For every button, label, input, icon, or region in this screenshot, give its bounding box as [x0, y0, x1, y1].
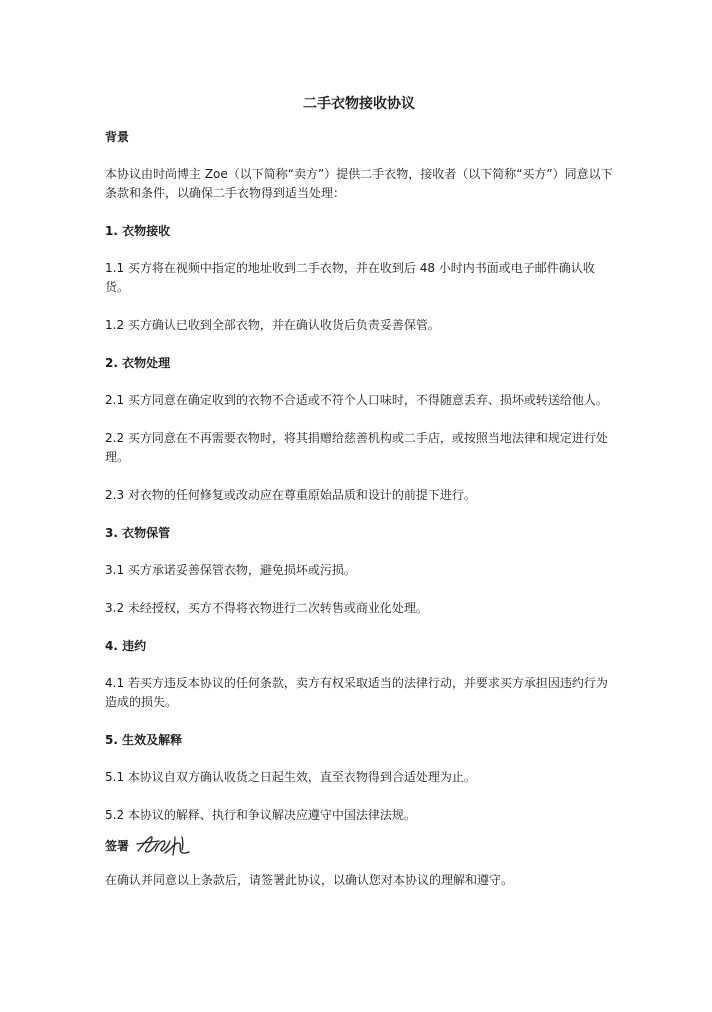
clause-2-3: 2.3 对衣物的任何修复或改动应在尊重原始品质和设计的前提下进行。: [105, 488, 476, 502]
background-paragraph: 本协议由时尚博主 Zoe（以下简称“卖方”）提供二手衣物，接收者（以下简称“买方”）同意以下条款和条件，以确保二手衣物得到适当处理：: [105, 167, 613, 200]
section-heading-handling: 2. 衣物处理: [105, 356, 171, 370]
section-heading-storage: 3. 衣物保管: [105, 526, 171, 540]
clause-5-2: 5.2 本协议的解释、执行和争议解决应遵守中国法律法规。: [105, 808, 416, 822]
document-content: [105, 94, 613, 890]
clause-1-2: 1.2 买方确认已收到全部衣物，并在确认收货后负责妥善保管。: [105, 318, 440, 332]
section-heading-receipt: 1. 衣物接收: [105, 224, 171, 238]
signature-label: 签署: [105, 839, 130, 853]
clause-1-1: 1.1 买方将在视频中指定的地址收到二手衣物，并在收到后 48 小时内书面或电子邮件确认收货。: [105, 261, 595, 294]
clause-3-2: 3.2 未经授权，买方不得将衣物进行二次转售或商业化处理。: [105, 601, 428, 615]
section-heading-effect: 5. 生效及解释: [105, 733, 183, 747]
background-heading: 背景: [105, 130, 130, 144]
clause-4-1: 4.1 若买方违反本协议的任何条款，卖方有权采取适当的法律行动，并要求买方承担因违约行为造成的损失。: [105, 676, 608, 709]
clause-5-1: 5.1 本协议自双方确认收货之日起生效，直至衣物得到合适处理为止。: [105, 770, 476, 784]
closing-paragraph: 在确认并同意以上条款后，请签署此协议，以确认您对本协议的理解和遵守。: [105, 873, 514, 887]
signature-row: [105, 831, 613, 861]
handwritten-signature: [135, 831, 193, 861]
section-heading-breach: 4. 违约: [105, 639, 147, 653]
clause-3-1: 3.1 买方承诺妥善保管衣物，避免损坏或污损。: [105, 563, 356, 577]
clause-2-2: 2.2 买方同意在不再需要衣物时，将其捐赠给慈善机构或二手店，或按照当地法律和规定进行处理。: [105, 431, 608, 464]
document-title: 二手衣物接收协议: [303, 96, 415, 112]
clause-2-1: 2.1 买方同意在确定收到的衣物不合适或不符个人口味时，不得随意丢弃、损坏或转送给他人。: [105, 393, 608, 407]
